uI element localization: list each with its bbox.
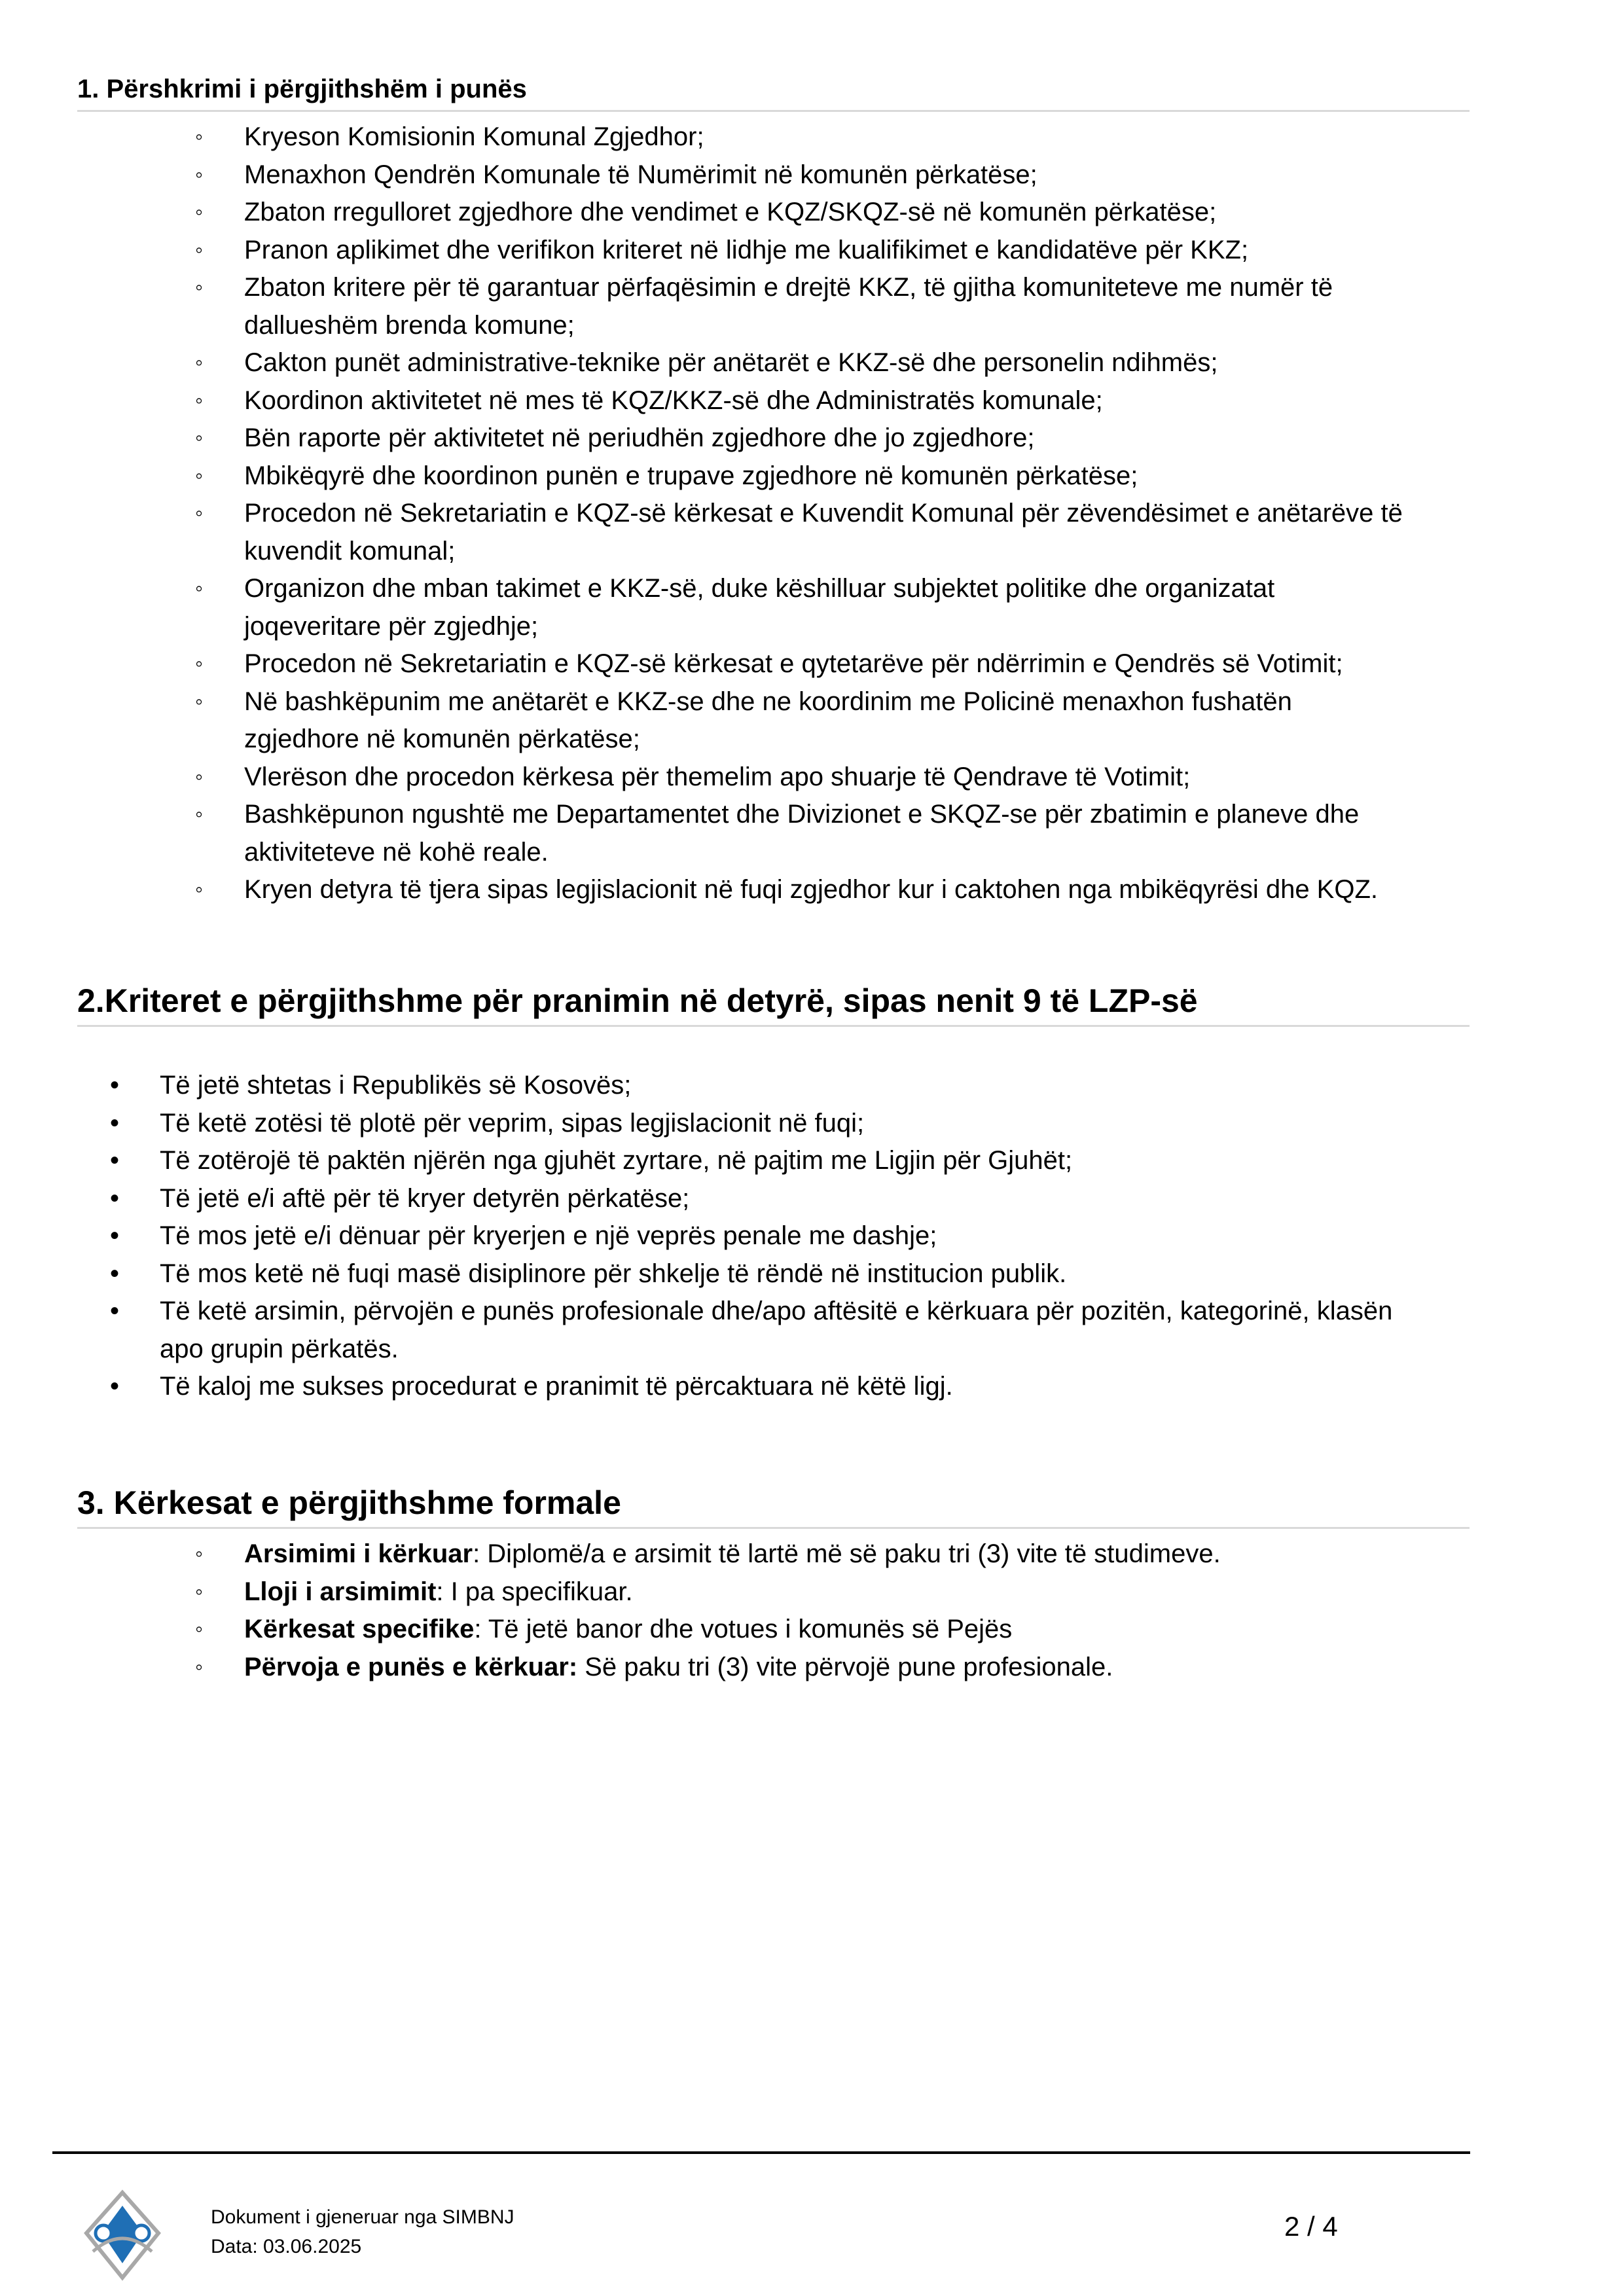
section-title: 3. Kërkesat e përgjithshme formale <box>77 1484 621 1521</box>
footer-generated-by: Dokument i gjeneruar nga SIMBNJ <box>211 2206 514 2228</box>
bullet-icon: • <box>110 1071 120 1100</box>
list-item <box>77 1180 1470 1218</box>
footer-meta <box>211 2202 514 2261</box>
list-item <box>77 344 1470 382</box>
circle-bullet-icon: ◦ <box>195 200 204 224</box>
list-item-text: apo grupin përkatës. <box>160 1334 399 1363</box>
simbnj-logo-icon <box>80 2186 165 2284</box>
circle-bullet-icon: ◦ <box>195 387 204 413</box>
list-item <box>77 420 1470 457</box>
list-item-text: aktiviteteve në kohë reale. <box>244 837 549 867</box>
list-item <box>77 1105 1470 1143</box>
list-item <box>77 1067 1470 1105</box>
list-item-text: Të zotërojë të paktën njërën nga gjuhët zyrtare, në pajtim me Ligjin për Gjuhët; <box>160 1146 1073 1175</box>
list-item-text: Bën raporte për aktivitetet në periudhën zgjedhore dhe jo zgjedhore; <box>244 423 1035 452</box>
circle-bullet-icon: ◦ <box>195 237 204 262</box>
list-item <box>77 1649 1470 1687</box>
requirement-label: Kërkesat specifike <box>244 1615 475 1643</box>
list-item <box>77 1611 1470 1649</box>
footer-divider <box>52 2151 1470 2154</box>
circle-bullet-icon: ◦ <box>195 651 204 676</box>
circle-bullet-icon: ◦ <box>195 1617 204 1641</box>
list-item <box>77 1368 1470 1406</box>
criteria-list <box>77 1067 1470 1406</box>
section-job-description <box>77 71 1470 909</box>
circle-bullet-icon: ◦ <box>195 877 204 902</box>
circle-bullet-icon: ◦ <box>195 576 204 601</box>
section-divider <box>77 1025 1470 1027</box>
list-item-text: Kryen detyra të tjera sipas legjislacionit në fuqi zgjedhor kur i caktohen nga mbikëqyrësi dhe KQZ. <box>244 875 1379 904</box>
list-item-text: zgjedhore në komunën përkatëse; <box>244 725 640 753</box>
bullet-icon: • <box>110 1108 120 1138</box>
list-item <box>77 796 1470 871</box>
list-item <box>77 156 1470 194</box>
requirement-label: Arsimimi i kërkuar <box>244 1539 473 1568</box>
list-item-text: Të kaloj me sukses procedurat e pranimit të përcaktuara në këtë ligj. <box>160 1372 953 1401</box>
section-divider <box>77 1527 1470 1529</box>
page-number: 2 / 4 <box>1284 2211 1338 2242</box>
list-item-text: Të jetë e/i aftë për të kryer detyrën përkatëse; <box>160 1183 690 1213</box>
list-item <box>77 1535 1470 1573</box>
list-item-text: Zbaton kritere për të garantuar përfaqësimin e drejtë KKZ, të gjitha komuniteteve me numër të <box>244 273 1333 302</box>
list-item <box>77 759 1470 797</box>
section-title: 1. Përshkrimi i përgjithshëm i punës <box>77 75 527 103</box>
bullet-icon: • <box>110 1146 120 1175</box>
section-general-criteria <box>77 979 1470 1406</box>
bullet-icon: • <box>110 1297 120 1325</box>
list-item-text: Organizon dhe mban takimet e KKZ-së, duke këshilluar subjektet politike dhe organizatat <box>244 574 1275 603</box>
list-item-text: Zbaton rregulloret zgjedhore dhe vendimet e KQZ/SKQZ-së në komunën përkatëse; <box>244 198 1217 226</box>
list-item-text: Procedon në Sekretariatin e KQZ-së kërkesat e Kuvendit Komunal për zëvendësimet e anëtarëve të <box>244 499 1403 528</box>
bullet-icon: • <box>110 1221 120 1250</box>
circle-bullet-icon: ◦ <box>195 802 204 827</box>
list-item-text: Të ketë zotësi të plotë për veprim, sipas legjislacionit në fuqi; <box>160 1108 865 1138</box>
circle-bullet-icon: ◦ <box>195 764 204 789</box>
list-item <box>77 1573 1470 1611</box>
list-item-text: Të ketë arsimin, përvojën e punës profesionale dhe/apo aftësitë e kërkuara për pozitën, kategorinë, klasën <box>160 1297 1393 1325</box>
list-item-text: Pranon aplikimet dhe verifikon kriteret në lidhje me kualifikimet e kandidatëve për KKZ; <box>244 235 1249 264</box>
bullet-icon: • <box>110 1372 120 1401</box>
circle-bullet-icon: ◦ <box>195 275 204 300</box>
circle-bullet-icon: ◦ <box>195 162 204 187</box>
circle-bullet-icon: ◦ <box>195 425 204 450</box>
list-item <box>77 118 1470 156</box>
requirement-label: Lloji i arsimimit <box>244 1577 437 1606</box>
list-item-text: Bashkëpunon ngushtë me Departamentet dhe Divizionet e SKQZ-se për zbatimin e planeve dhe <box>244 800 1360 829</box>
section-divider <box>77 110 1470 112</box>
list-item <box>77 1255 1470 1293</box>
bullet-icon: • <box>110 1259 120 1288</box>
bullet-icon: • <box>110 1183 120 1213</box>
section-formal-requirements <box>77 1481 1470 1686</box>
list-item <box>77 570 1470 645</box>
list-item <box>77 1293 1470 1368</box>
list-item <box>77 495 1470 570</box>
circle-bullet-icon: ◦ <box>195 1579 204 1604</box>
list-item <box>77 645 1470 683</box>
list-item-text: Të mos jetë e/i dënuar për kryerjen e një veprës penale me dashje; <box>160 1221 937 1250</box>
list-item-text: Koordinon aktivitetet në mes të KQZ/KKZ-së dhe Administratës komunale; <box>244 386 1103 415</box>
list-item-text: Vlerëson dhe procedon kërkesa për themelim apo shuarje të Qendrave të Votimit; <box>244 762 1191 791</box>
list-item <box>77 194 1470 232</box>
list-item <box>77 1142 1470 1180</box>
list-item <box>77 683 1470 759</box>
list-item-text: dallueshëm brenda komune; <box>244 310 575 340</box>
circle-bullet-icon: ◦ <box>195 501 204 526</box>
requirements-list <box>77 1535 1470 1686</box>
list-item <box>77 457 1470 495</box>
list-item-text: Mbikëqyrë dhe koordinon punën e trupave zgjedhore në komunën përkatëse; <box>244 461 1138 490</box>
list-item <box>77 871 1470 909</box>
circle-bullet-icon: ◦ <box>195 124 204 149</box>
circle-bullet-icon: ◦ <box>195 1654 204 1679</box>
list-item <box>77 232 1470 270</box>
list-item <box>77 269 1470 344</box>
list-item-text: Procedon në Sekretariatin e KQZ-së kërkesat e qytetarëve për ndërrimin e Qendrës së Votimit; <box>244 649 1343 678</box>
list-item-text: Të mos ketë në fuqi masë disiplinore për shkelje të rëndë në institucion publik. <box>160 1259 1067 1288</box>
requirement-value: : Diplomë/a e arsimit të lartë më së paku tri (3) vite të studimeve. <box>473 1539 1221 1568</box>
requirement-label: Përvoja e punës e kërkuar: <box>244 1652 578 1681</box>
list-item <box>77 382 1470 420</box>
requirement-value: Së paku tri (3) vite përvojë pune profesionale. <box>577 1652 1113 1681</box>
circle-bullet-icon: ◦ <box>195 463 204 488</box>
list-item-text: kuvendit komunal; <box>244 536 456 565</box>
job-duties-list <box>77 118 1470 909</box>
footer-date: Data: 03.06.2025 <box>211 2236 362 2257</box>
list-item-text: Menaxhon Qendrën Komunale të Numërimit në komunën përkatëse; <box>244 160 1038 189</box>
list-item-text: Kryeson Komisionin Komunal Zgjedhor; <box>244 122 704 151</box>
section-title: 2.Kriteret e përgjithshme për pranimin në detyrë, sipas nenit 9 të LZP-së <box>77 982 1198 1019</box>
requirement-value: : I pa specifikuar. <box>436 1577 633 1606</box>
requirement-value: : Të jetë banor dhe votues i komunës së Pejës <box>474 1615 1013 1643</box>
list-item <box>77 1217 1470 1255</box>
list-item-text: Të jetë shtetas i Republikës së Kosovës; <box>160 1071 632 1100</box>
circle-bullet-icon: ◦ <box>195 1541 204 1566</box>
circle-bullet-icon: ◦ <box>195 350 204 375</box>
circle-bullet-icon: ◦ <box>195 689 204 714</box>
list-item-text: Cakton punët administrative-teknike për anëtarët e KKZ-së dhe personelin ndihmës; <box>244 348 1218 377</box>
list-item-text: Në bashkëpunim me anëtarët e KKZ-se dhe ne koordinim me Policinë menaxhon fushatën <box>244 687 1292 716</box>
list-item-text: joqeveritare për zgjedhje; <box>244 611 539 641</box>
